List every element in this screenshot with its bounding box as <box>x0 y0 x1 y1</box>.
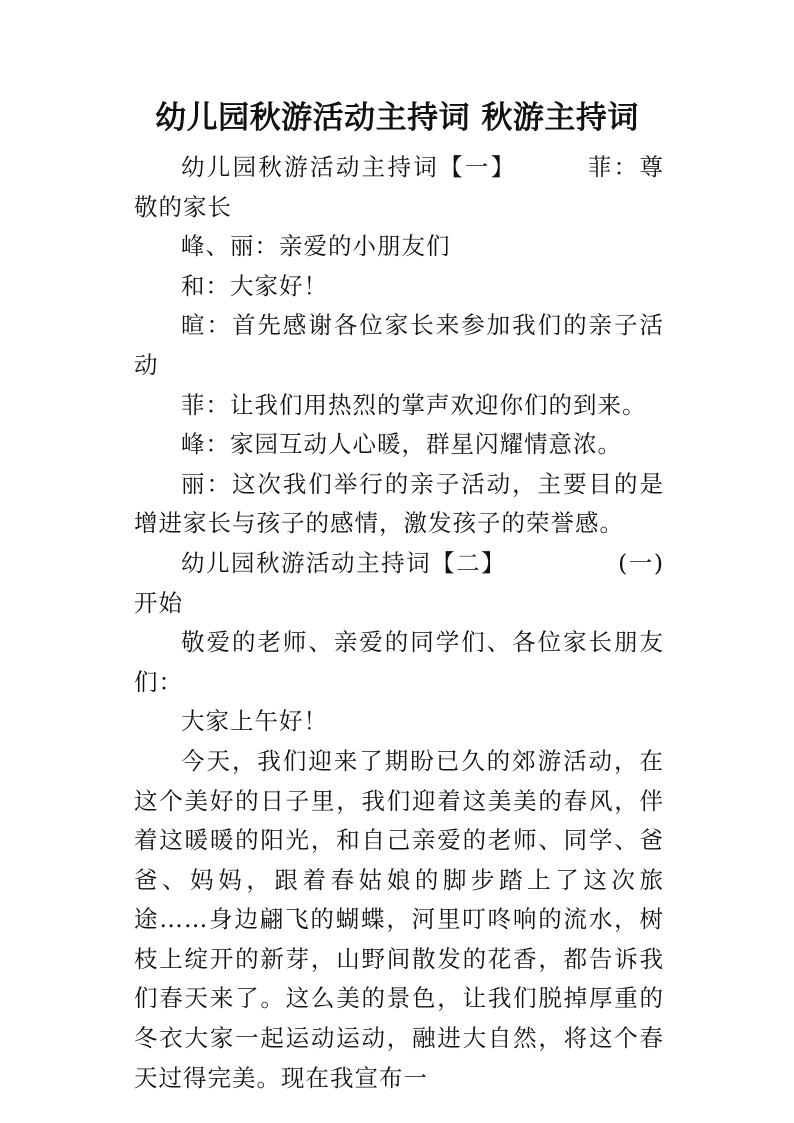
paragraph: 菲：让我们用热烈的掌声欢迎你们的到来。 <box>181 390 647 419</box>
paragraph: 暄：首先感谢各位家长来参加我们的亲子活动 <box>134 311 664 379</box>
document-title: 幼儿园秋游活动主持词 秋游主持词 <box>155 100 639 136</box>
paragraph: 峰：家园互动人心暖，群星闪耀情意浓。 <box>181 430 622 459</box>
document-body <box>134 148 664 1098</box>
paragraph: 敬爱的老师、亲爱的同学们、各位家长朋友们： <box>134 628 664 696</box>
section-two-first-line: (一)开始 <box>134 548 664 617</box>
section-two-heading: 幼儿园秋游活动主持词【二】 <box>181 548 507 577</box>
paragraph: 和：大家好！ <box>181 271 328 300</box>
paragraph: 今天，我们迎来了期盼已久的郊游活动，在这个美好的日子里，我们迎着这美美的春风，伴着这暖暖的阳光，和自己亲爱的老师、同学、爸爸、妈妈，跟着春姑娘的脚步踏上了这次旅途……身边翩飞的蝴蝶，河里叮咚响的流水，树枝上绽开的新芽，山野间散发的花香，都告诉我们春天来了。这么美的景色，让我们脱掉厚重的冬衣大家一起运动运动，融进大自然，将这个春天过得完美。现在我宣布一 <box>134 746 664 1092</box>
section-one-paragraph <box>134 148 664 227</box>
paragraph: 丽：这次我们举行的亲子活动，主要目的是增进家长与孩子的感情，激发孩子的荣誉感。 <box>134 469 664 538</box>
paragraph: 峰、丽：亲爱的小朋友们 <box>181 232 451 261</box>
section-one-first-line: 菲：尊敬的家长 <box>134 153 664 221</box>
section-one-heading: 幼儿园秋游活动主持词【一】 <box>181 153 517 181</box>
section-two-paragraph <box>134 544 664 623</box>
paragraph: 大家上午好！ <box>181 707 328 736</box>
